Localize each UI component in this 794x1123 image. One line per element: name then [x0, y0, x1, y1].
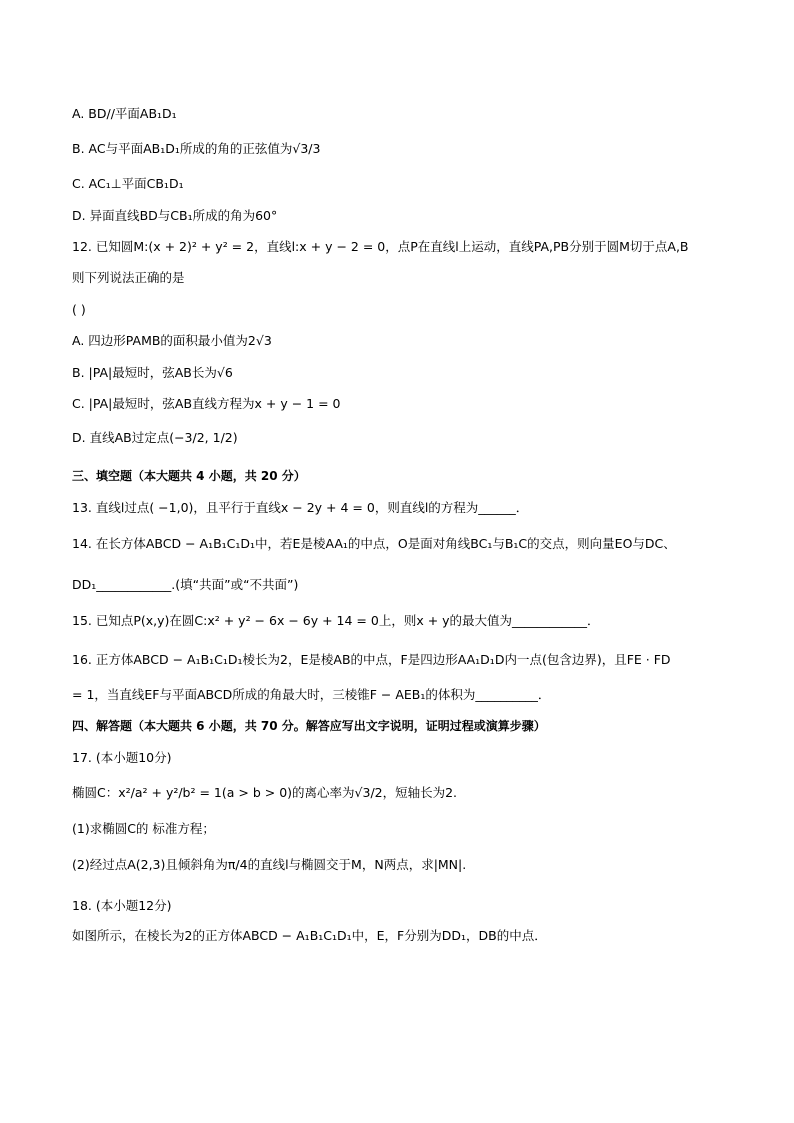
- question-17-title: 17. (本小题10分): [72, 750, 172, 765]
- option-11a: A. BD//平面AB₁D₁: [72, 106, 177, 121]
- option-12c: C. |PA|最短时，弦AB直线方程为x + y − 1 = 0: [72, 396, 341, 411]
- option-12d: D. 直线AB过定点(−3/2, 1/2): [72, 430, 238, 445]
- option-12a: A. 四边形PAMB的面积最小值为2√3: [72, 333, 272, 348]
- question-17-stem: 椭圆C：x²/a² + y²/b² = 1(a > b > 0)的离心率为√3/2，短轴长为2.: [72, 785, 458, 800]
- question-12-stem: 12. 已知圆M:(x + 2)² + y² = 2，直线l:x + y − 2 = 0，点P在直线l上运动，直线PA,PB分别于圆M切于点A,B: [72, 239, 689, 254]
- option-12b: B. |PA|最短时，弦AB长为√6: [72, 365, 233, 380]
- question-18-stem: 如图所示，在棱长为2的正方体ABCD − A₁B₁C₁D₁中，E，F分别为DD₁，DB的中点．: [72, 928, 547, 943]
- answer-brackets: ( ): [72, 302, 86, 317]
- question-15: 15. 已知点P(x,y)在圆C:x² + y² − 6x − 6y + 14 = 0上，则x + y的最大值为____________．: [72, 613, 600, 628]
- option-11d: D. 异面直线BD与CB₁所成的角为60°: [72, 208, 278, 223]
- question-14-cont: DD₁____________.(填“共面”或“不共面”): [72, 577, 299, 592]
- section-heading-fill-in: 三、填空题（本大题共 4 小题，共 20 分）: [72, 469, 306, 483]
- question-17-part1: (1)求椭圆C的 标准方程；: [72, 821, 215, 836]
- option-11b: B. AC与平面AB₁D₁所成的角的正弦值为√3/3: [72, 141, 321, 156]
- option-11c: C. AC₁⊥平面CB₁D₁: [72, 176, 184, 191]
- question-14: 14. 在长方体ABCD − A₁B₁C₁D₁中，若E是棱AA₁的中点，O是面对角线BC₁与B₁C的交点，则向量EO与DC、: [72, 536, 676, 551]
- section-heading-solutions: 四、解答题（本大题共 6 小题，共 70 分。解答应写出文字说明，证明过程或演算步骤）: [72, 719, 546, 733]
- question-13: 13. 直线l过点( −1,0)，且平行于直线x − 2y + 4 = 0，则直线l的方程为______．: [72, 500, 529, 515]
- question-18-title: 18. (本小题12分): [72, 898, 172, 913]
- question-16-cont: = 1，当直线EF与平面ABCD所成的角最大时，三棱锥F − AEB₁的体积为__________．: [72, 687, 551, 702]
- question-12-stem-cont: 则下列说法正确的是: [72, 270, 185, 285]
- question-17-part2: (2)经过点A(2,3)且倾斜角为π/4的直线l与椭圆交于M，N两点，求|MN|.: [72, 857, 467, 872]
- question-16: 16. 正方体ABCD − A₁B₁C₁D₁棱长为2，E是棱AB的中点，F是四边形AA₁D₁D内一点(包含边界)，且FE · FD: [72, 652, 671, 667]
